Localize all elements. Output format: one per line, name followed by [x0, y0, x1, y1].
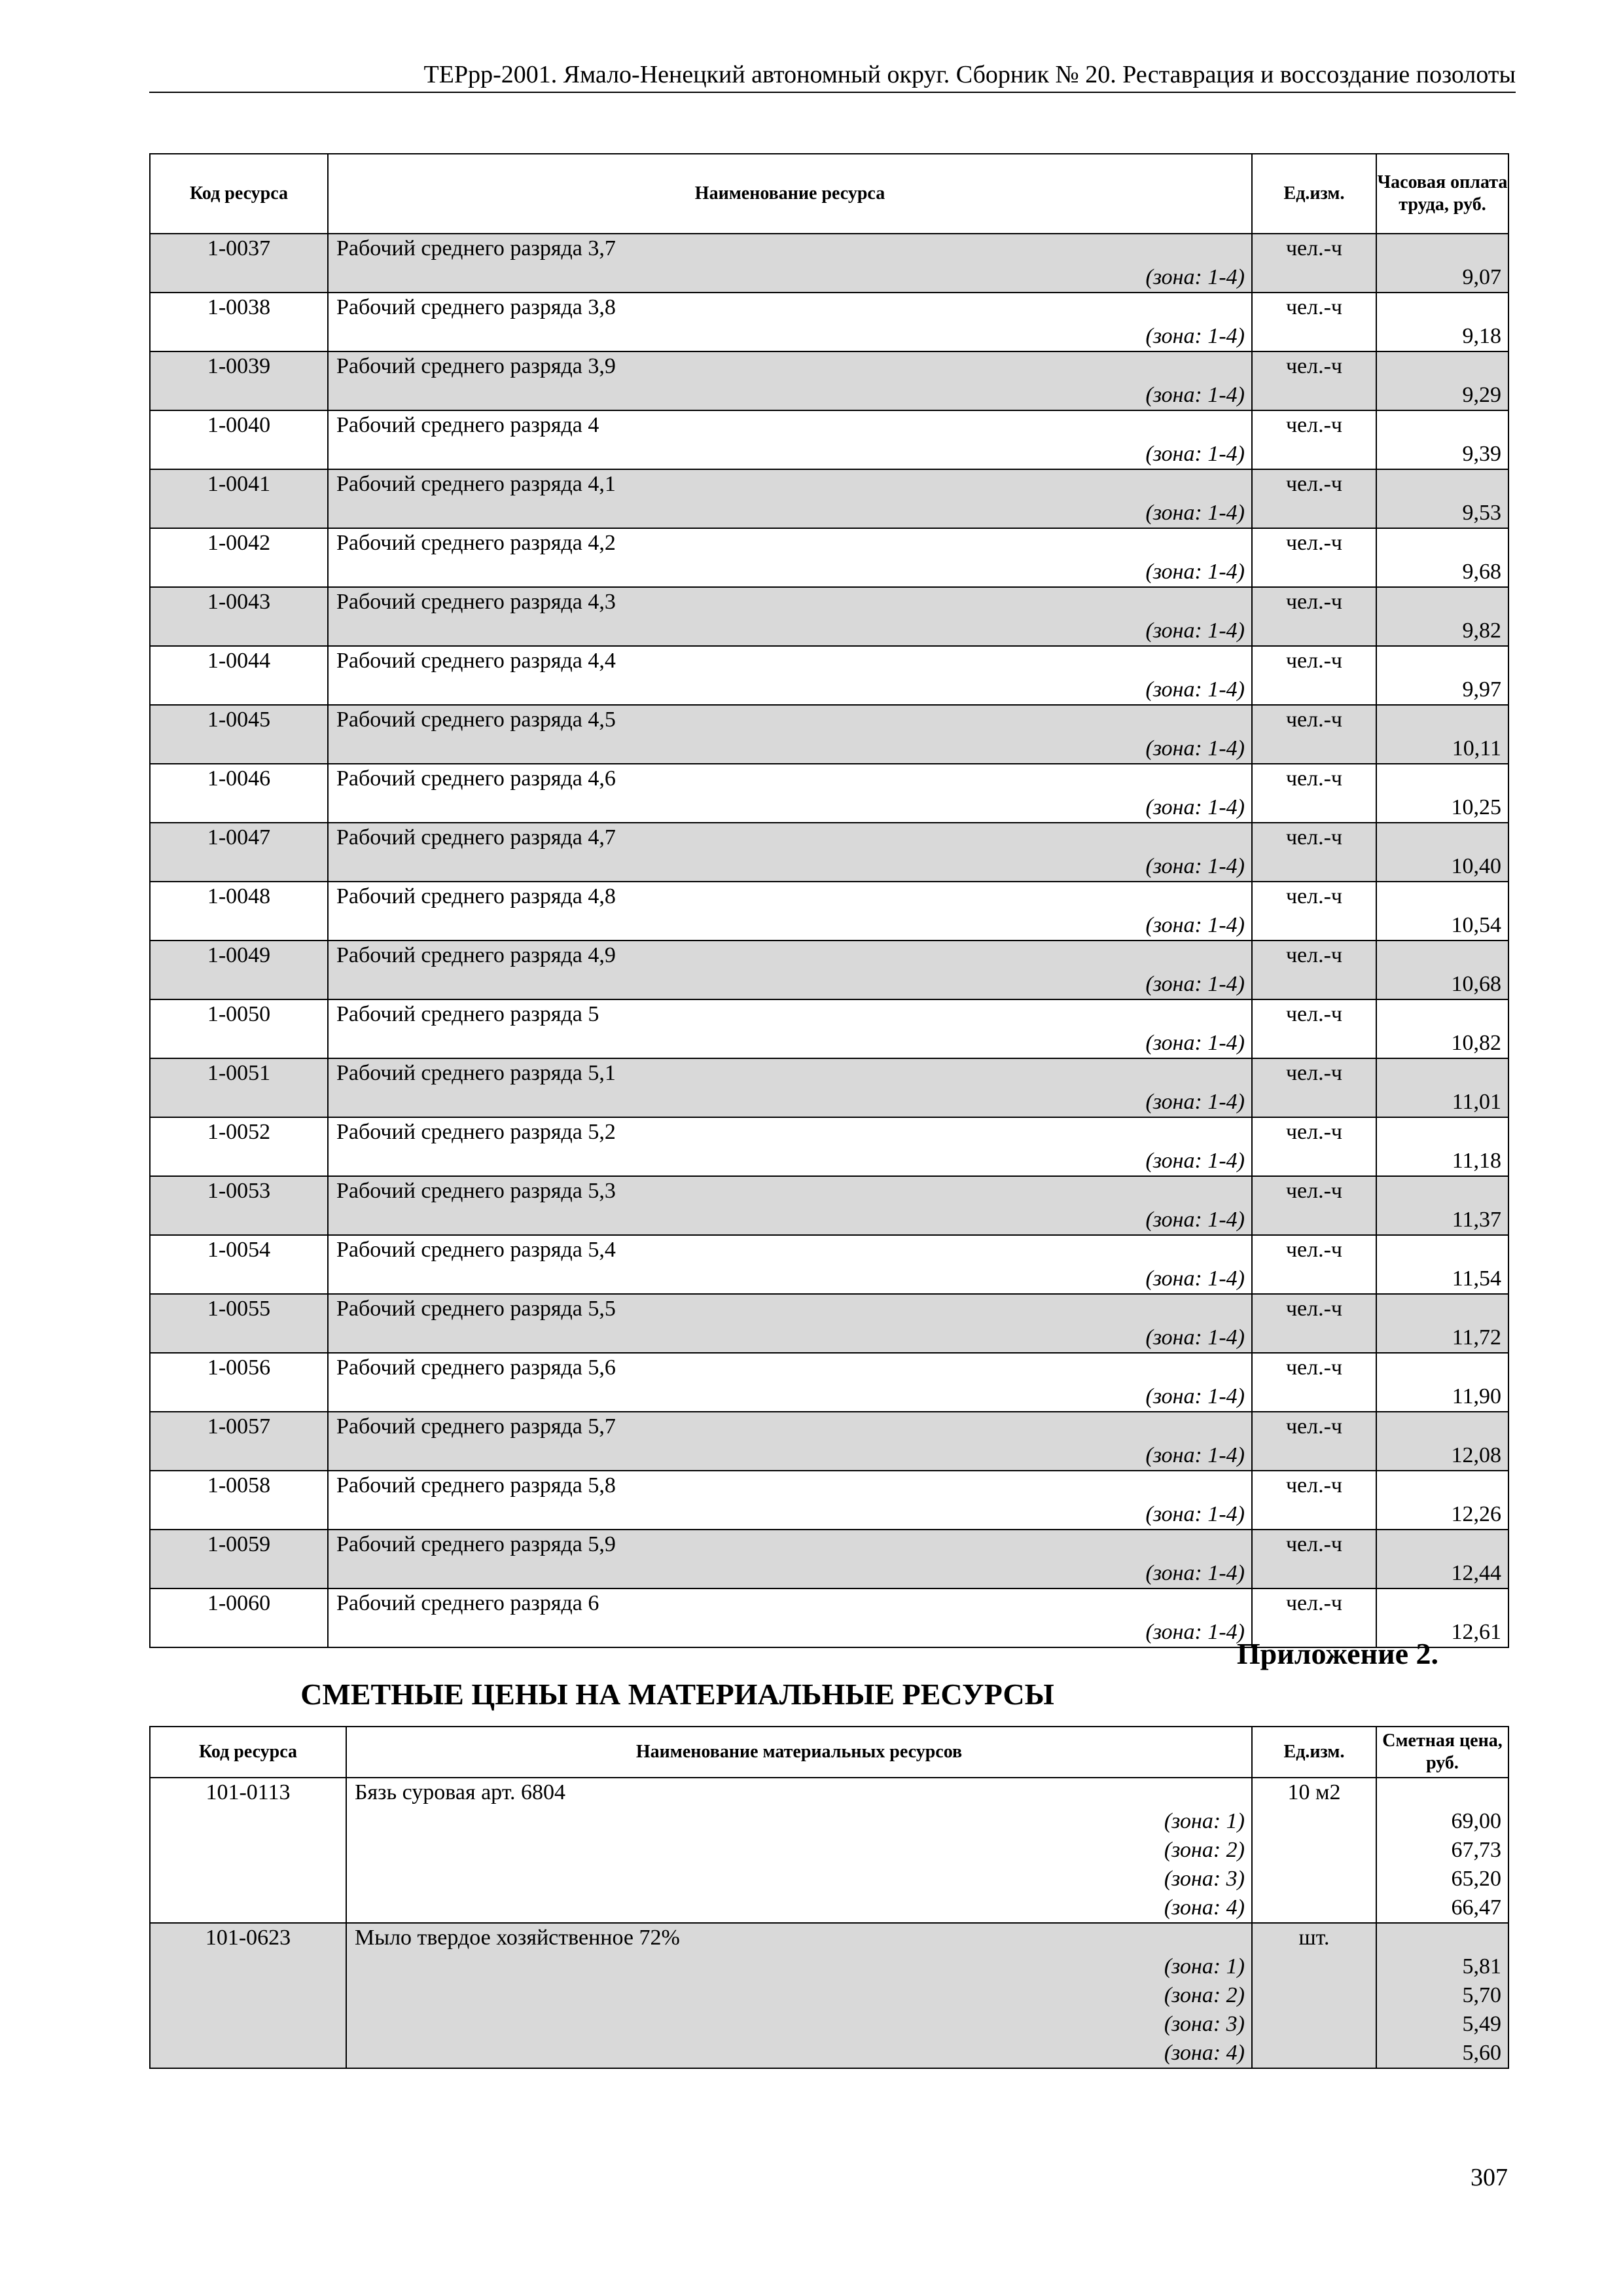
unit: чел.-ч — [1252, 528, 1376, 587]
resource-name-cell — [328, 1412, 1252, 1471]
zone-label: (зона: 1-4) — [1145, 560, 1245, 584]
zone-label: (зона: 1-4) — [1145, 1325, 1245, 1350]
resource-code: 1-0045 — [150, 705, 328, 764]
resource-code: 1-0039 — [150, 351, 328, 410]
zone-label: (зона: 1-4) — [1145, 501, 1245, 525]
resource-name-cell — [328, 410, 1252, 469]
hourly-wage: 11,54 — [1376, 1235, 1508, 1294]
table-row — [150, 234, 1508, 293]
hourly-wage: 9,68 — [1376, 528, 1508, 587]
hourly-wage: 12,26 — [1376, 1471, 1508, 1530]
zone-label: (зона: 3) — [1164, 1867, 1245, 1891]
hourly-wage: 10,11 — [1376, 705, 1508, 764]
resource-code: 1-0054 — [150, 1235, 328, 1294]
zone-label: (зона: 1-4) — [1145, 619, 1245, 643]
resource-name: Рабочий среднего разряда 5,3 — [336, 1179, 616, 1203]
resource-name: Бязь суровая арт. 6804 — [355, 1780, 566, 1804]
resource-name: Рабочий среднего разряда 4,7 — [336, 825, 616, 850]
appendix-title: СМЕТНЫЕ ЦЕНЫ НА МАТЕРИАЛЬНЫЕ РЕСУРСЫ — [300, 1677, 1054, 1711]
resource-name: Рабочий среднего разряда 5,8 — [336, 1473, 616, 1498]
zone-label: (зона: 2) — [1164, 1838, 1245, 1862]
table-row — [150, 1176, 1508, 1235]
resource-code: 1-0048 — [150, 882, 328, 941]
zone-price: 5,60 — [1462, 2041, 1501, 2065]
hourly-wage: 12,08 — [1376, 1412, 1508, 1471]
zone-label: (зона: 1-4) — [1145, 913, 1245, 937]
col-header-unit: Ед.изм. — [1252, 1727, 1376, 1778]
zone-label: (зона: 1-4) — [1145, 1502, 1245, 1526]
unit: чел.-ч — [1252, 1353, 1376, 1412]
unit: чел.-ч — [1252, 587, 1376, 646]
zone-label: (зона: 1) — [1164, 1954, 1245, 1979]
resource-name: Рабочий среднего разряда 5 — [336, 1002, 599, 1026]
table-row — [150, 528, 1508, 587]
col-header-unit: Ед.изм. — [1252, 154, 1376, 234]
table-row — [150, 410, 1508, 469]
zone-label: (зона: 4) — [1164, 2041, 1245, 2065]
hourly-wage: 11,72 — [1376, 1294, 1508, 1353]
unit: чел.-ч — [1252, 234, 1376, 293]
hourly-wage: 10,25 — [1376, 764, 1508, 823]
zone-price: 65,20 — [1451, 1867, 1501, 1891]
resource-name-cell — [328, 234, 1252, 293]
table-row — [150, 1471, 1508, 1530]
zone-label: (зона: 1-4) — [1145, 383, 1245, 407]
zone-label: (зона: 2) — [1164, 1983, 1245, 2007]
hourly-wage: 9,82 — [1376, 587, 1508, 646]
resource-name: Рабочий среднего разряда 4,8 — [336, 884, 616, 908]
resource-code: 1-0060 — [150, 1588, 328, 1647]
unit: чел.-ч — [1252, 823, 1376, 882]
labor-rates-table — [149, 153, 1509, 1648]
resource-name-cell — [328, 1294, 1252, 1353]
running-header: ТЕРрр-2001. Ямало-Ненецкий автономный округ. Сборник № 20. Реставрация и воссоздание позолоты — [149, 59, 1516, 93]
unit: 10 м2 — [1252, 1778, 1376, 1923]
unit: чел.-ч — [1252, 293, 1376, 351]
hourly-wage: 11,18 — [1376, 1117, 1508, 1176]
zone-label: (зона: 1-4) — [1145, 736, 1245, 761]
labor-table-header — [150, 154, 1508, 234]
resource-name: Рабочий среднего разряда 5,9 — [336, 1532, 616, 1556]
hourly-wage: 11,37 — [1376, 1176, 1508, 1235]
resource-code: 101-0113 — [150, 1778, 346, 1923]
resource-code: 1-0055 — [150, 1294, 328, 1353]
hourly-wage: 11,01 — [1376, 1058, 1508, 1117]
appendix-label: Приложение 2. — [1236, 1637, 1438, 1670]
resource-name-cell — [328, 1471, 1252, 1530]
hourly-wage: 10,40 — [1376, 823, 1508, 882]
resource-code: 1-0059 — [150, 1530, 328, 1588]
resource-code: 101-0623 — [150, 1923, 346, 2068]
col-header-name: Наименование материальных ресурсов — [346, 1727, 1252, 1778]
zone-price: 5,81 — [1462, 1954, 1501, 1979]
unit: шт. — [1252, 1923, 1376, 2068]
resource-name-cell — [328, 705, 1252, 764]
hourly-wage: 9,97 — [1376, 646, 1508, 705]
zone-label: (зона: 1-4) — [1145, 677, 1245, 702]
zone-price: 67,73 — [1451, 1838, 1501, 1862]
resource-name: Рабочий среднего разряда 3,7 — [336, 236, 616, 260]
resource-name: Рабочий среднего разряда 5,2 — [336, 1120, 616, 1144]
zone-label: (зона: 1-4) — [1145, 442, 1245, 466]
zone-label: (зона: 1-4) — [1145, 1620, 1245, 1644]
resource-name-cell — [328, 351, 1252, 410]
resource-code: 1-0051 — [150, 1058, 328, 1117]
resource-name-cell — [328, 764, 1252, 823]
resource-name: Рабочий среднего разряда 5,4 — [336, 1238, 616, 1262]
table-row — [150, 1353, 1508, 1412]
resource-code: 1-0043 — [150, 587, 328, 646]
resource-name: Рабочий среднего разряда 5,1 — [336, 1061, 616, 1085]
resource-name-cell — [328, 587, 1252, 646]
table-row — [150, 941, 1508, 999]
resource-name-cell — [328, 823, 1252, 882]
zone-label: (зона: 1-4) — [1145, 324, 1245, 348]
hourly-wage: 9,39 — [1376, 410, 1508, 469]
resource-name: Рабочий среднего разряда 5,7 — [336, 1414, 616, 1439]
resource-name: Рабочий среднего разряда 6 — [336, 1591, 599, 1615]
zone-price: 69,00 — [1451, 1809, 1501, 1833]
price-cell — [1376, 1778, 1508, 1923]
table-row — [150, 1530, 1508, 1588]
unit: чел.-ч — [1252, 705, 1376, 764]
resource-name-cell — [328, 941, 1252, 999]
resource-name-cell — [328, 1530, 1252, 1588]
resource-code: 1-0047 — [150, 823, 328, 882]
materials-table-header — [150, 1727, 1508, 1778]
resource-name: Рабочий среднего разряда 4,2 — [336, 531, 616, 555]
unit: чел.-ч — [1252, 1176, 1376, 1235]
hourly-wage: 10,82 — [1376, 999, 1508, 1058]
resource-code: 1-0044 — [150, 646, 328, 705]
unit: чел.-ч — [1252, 469, 1376, 528]
zone-label: (зона: 1-4) — [1145, 1090, 1245, 1114]
unit: чел.-ч — [1252, 646, 1376, 705]
resource-name-cell — [328, 999, 1252, 1058]
resource-name: Рабочий среднего разряда 3,9 — [336, 354, 616, 378]
resource-name-cell — [328, 1117, 1252, 1176]
resource-code: 1-0046 — [150, 764, 328, 823]
unit: чел.-ч — [1252, 764, 1376, 823]
col-header-wage: Часовая оплата труда, руб. — [1376, 154, 1508, 234]
table-row — [150, 1117, 1508, 1176]
zone-label: (зона: 3) — [1164, 2012, 1245, 2036]
zone-label: (зона: 1-4) — [1145, 1561, 1245, 1585]
table-row — [150, 293, 1508, 351]
resource-name: Рабочий среднего разряда 5,5 — [336, 1297, 616, 1321]
unit: чел.-ч — [1252, 1117, 1376, 1176]
resource-code: 1-0057 — [150, 1412, 328, 1471]
price-cell — [1376, 1923, 1508, 2068]
unit: чел.-ч — [1252, 410, 1376, 469]
col-header-code: Код ресурса — [150, 1727, 346, 1778]
zone-label: (зона: 4) — [1164, 1895, 1245, 1920]
resource-name: Рабочий среднего разряда 5,6 — [336, 1355, 616, 1380]
resource-code: 1-0042 — [150, 528, 328, 587]
resource-name: Рабочий среднего разряда 4,5 — [336, 708, 616, 732]
resource-name-cell — [328, 646, 1252, 705]
zone-label: (зона: 1-4) — [1145, 265, 1245, 289]
col-header-name: Наименование ресурса — [328, 154, 1252, 234]
resource-name: Рабочий среднего разряда 3,8 — [336, 295, 616, 319]
resource-code: 1-0037 — [150, 234, 328, 293]
unit: чел.-ч — [1252, 351, 1376, 410]
unit: чел.-ч — [1252, 999, 1376, 1058]
resource-name: Рабочий среднего разряда 4,6 — [336, 766, 616, 791]
table-row — [150, 705, 1508, 764]
resource-code: 1-0052 — [150, 1117, 328, 1176]
resource-name: Рабочий среднего разряда 4 — [336, 413, 599, 437]
resource-name-cell — [328, 1235, 1252, 1294]
resource-name-cell — [328, 1176, 1252, 1235]
resource-name-cell — [328, 882, 1252, 941]
resource-name: Рабочий среднего разряда 4,3 — [336, 590, 616, 614]
zone-label: (зона: 1-4) — [1145, 1443, 1245, 1467]
table-row — [150, 587, 1508, 646]
resource-code: 1-0040 — [150, 410, 328, 469]
resource-code: 1-0041 — [150, 469, 328, 528]
resource-name: Рабочий среднего разряда 4,9 — [336, 943, 616, 967]
zone-label: (зона: 1) — [1164, 1809, 1245, 1833]
hourly-wage: 10,68 — [1376, 941, 1508, 999]
zone-label: (зона: 1-4) — [1145, 1384, 1245, 1408]
resource-name-cell — [328, 469, 1252, 528]
zone-price: 5,70 — [1462, 1983, 1501, 2007]
unit: чел.-ч — [1252, 1588, 1376, 1647]
zone-label: (зона: 1-4) — [1145, 795, 1245, 819]
zone-label: (зона: 1-4) — [1145, 1031, 1245, 1055]
table-row — [150, 999, 1508, 1058]
table-row — [150, 1058, 1508, 1117]
zone-label: (зона: 1-4) — [1145, 1266, 1245, 1291]
resource-code: 1-0058 — [150, 1471, 328, 1530]
resource-name-cell — [328, 293, 1252, 351]
col-header-price: Сметная цена, руб. — [1376, 1727, 1508, 1778]
unit: чел.-ч — [1252, 882, 1376, 941]
hourly-wage: 9,07 — [1376, 234, 1508, 293]
hourly-wage: 11,90 — [1376, 1353, 1508, 1412]
col-header-code: Код ресурса — [150, 154, 328, 234]
zone-price: 5,49 — [1462, 2012, 1501, 2036]
table-row — [150, 1235, 1508, 1294]
resource-code: 1-0049 — [150, 941, 328, 999]
unit: чел.-ч — [1252, 1294, 1376, 1353]
unit: чел.-ч — [1252, 1058, 1376, 1117]
hourly-wage: 9,18 — [1376, 293, 1508, 351]
unit: чел.-ч — [1252, 1530, 1376, 1588]
unit: чел.-ч — [1252, 1412, 1376, 1471]
table-row — [150, 351, 1508, 410]
table-row — [150, 882, 1508, 941]
resource-code: 1-0038 — [150, 293, 328, 351]
unit: чел.-ч — [1252, 1471, 1376, 1530]
table-row — [150, 1412, 1508, 1471]
hourly-wage: 12,44 — [1376, 1530, 1508, 1588]
table-row — [150, 823, 1508, 882]
zone-label: (зона: 1-4) — [1145, 854, 1245, 878]
resource-name-cell — [346, 1778, 1252, 1923]
resource-name-cell — [328, 528, 1252, 587]
resource-name: Мыло твердое хозяйственное 72% — [355, 1926, 680, 1950]
resource-name-cell — [328, 1353, 1252, 1412]
resource-code: 1-0050 — [150, 999, 328, 1058]
hourly-wage: 9,29 — [1376, 351, 1508, 410]
page-number: 307 — [1471, 2164, 1508, 2191]
resource-name-cell — [328, 1058, 1252, 1117]
resource-name-cell — [346, 1923, 1252, 2068]
zone-label: (зона: 1-4) — [1145, 1208, 1245, 1232]
unit: чел.-ч — [1252, 1235, 1376, 1294]
table-row — [150, 764, 1508, 823]
hourly-wage: 9,53 — [1376, 469, 1508, 528]
table-row — [150, 1778, 1508, 1923]
table-row — [150, 1923, 1508, 2068]
table-row — [150, 646, 1508, 705]
hourly-wage: 10,54 — [1376, 882, 1508, 941]
table-row — [150, 1294, 1508, 1353]
resource-code: 1-0056 — [150, 1353, 328, 1412]
table-row — [150, 469, 1508, 528]
resource-code: 1-0053 — [150, 1176, 328, 1235]
materials-price-table — [149, 1726, 1509, 2069]
zone-price: 66,47 — [1451, 1895, 1501, 1920]
hourly-wage: 12,61 — [1376, 1588, 1508, 1647]
unit: чел.-ч — [1252, 941, 1376, 999]
resource-name: Рабочий среднего разряда 4,4 — [336, 649, 616, 673]
zone-label: (зона: 1-4) — [1145, 972, 1245, 996]
zone-label: (зона: 1-4) — [1145, 1149, 1245, 1173]
resource-name: Рабочий среднего разряда 4,1 — [336, 472, 616, 496]
